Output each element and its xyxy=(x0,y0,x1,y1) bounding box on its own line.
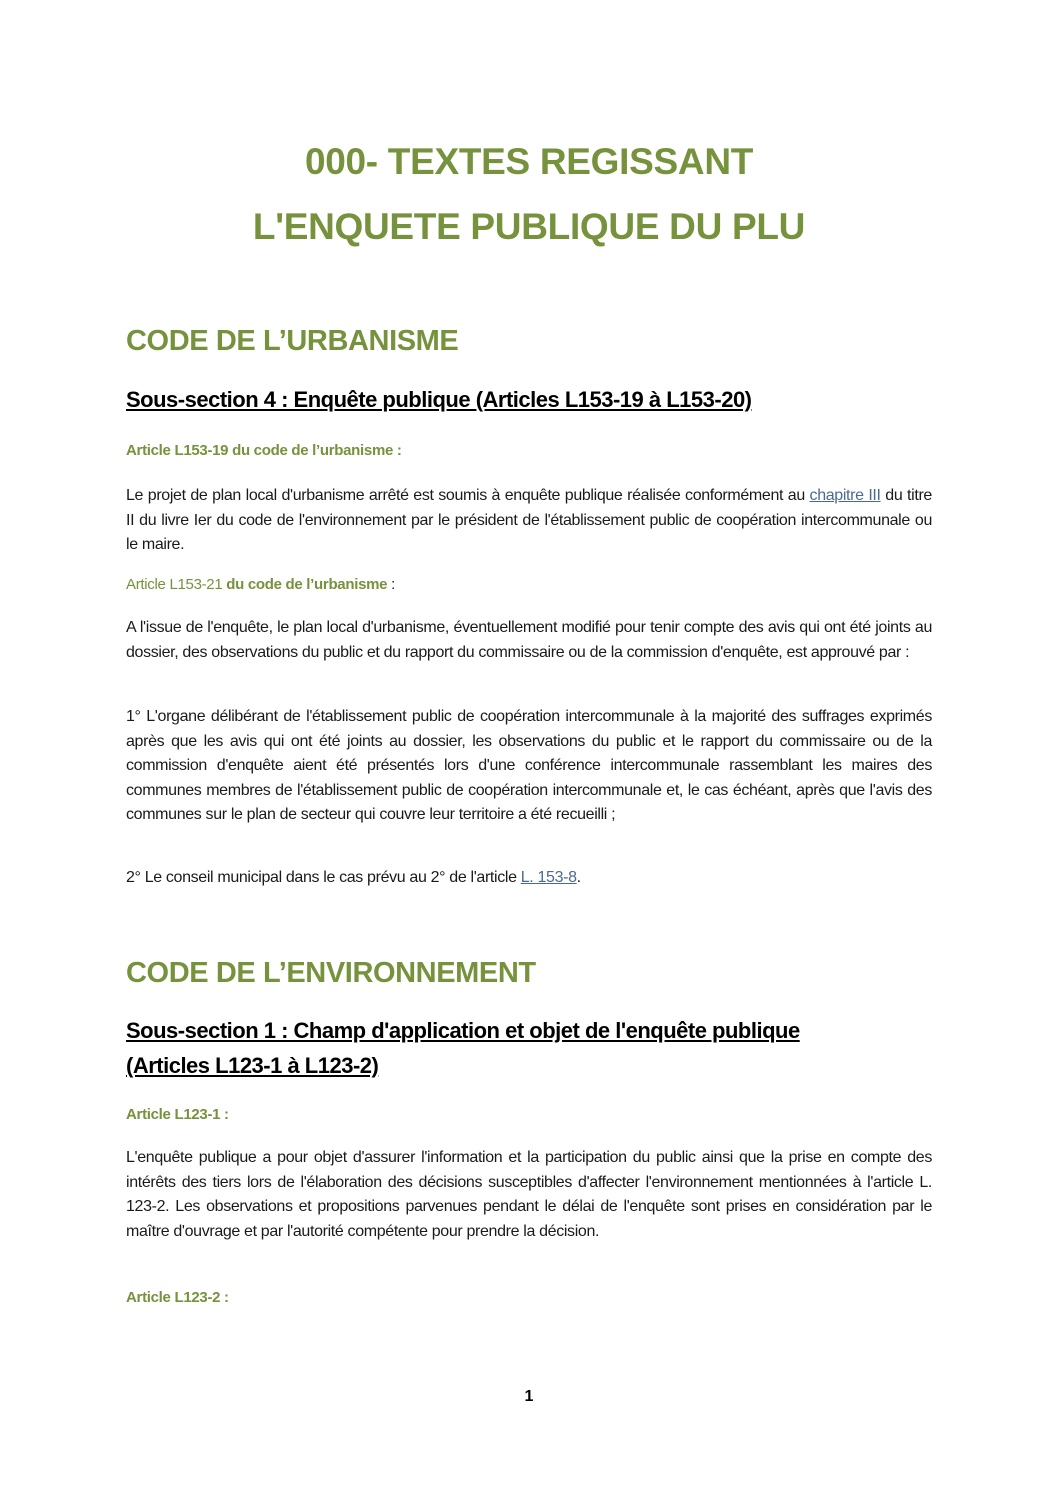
link-l-153-8[interactable]: L. 153-8 xyxy=(520,869,577,886)
article-label-part: : xyxy=(387,576,395,593)
article-text-segment: 2° Le conseil municipal dans le cas prévu au 2° de l'article xyxy=(126,869,521,886)
document-title-line-1: 000- TEXTES REGISSANT xyxy=(304,141,754,182)
document-title-line-2: L'ENQUETE PUBLIQUE DU PLU xyxy=(252,206,806,247)
subsection-heading-environnement-line-1: Sous-section 1 : Champ d'application et objet de l'enquête publique xyxy=(126,1018,800,1043)
article-label-part: Article L153-21 xyxy=(126,576,227,593)
subsection-heading-environnement-line-2: (Articles L123-1 à L123-2) xyxy=(126,1053,379,1078)
section-heading-environnement: CODE DE L’ENVIRONNEMENT xyxy=(126,957,536,989)
section-heading-urbanisme: CODE DE L’URBANISME xyxy=(126,325,459,357)
article-label-l153-19: Article L153-19 du code de l’urbanisme : xyxy=(126,442,402,459)
article-text-l123-1: L'enquête publique a pour objet d'assurer l'information et la participation du public ainsi que la prise en compte des intérêts des tiers lors de l'élaboration des décisions susceptibles d'affecter l'environnement mentionnées à l'article L. 123-2. Les observations et propositions parvenues pendant le délai de l'enquête sont prises en considération par le maître d'ouvrage et par l'autorité compétente pour prendre la décision. xyxy=(126,1149,932,1240)
article-label-l153-21 xyxy=(126,576,395,593)
article-label-l123-2: Article L123-2 : xyxy=(126,1289,229,1306)
article-text-l153-21-item-2 xyxy=(126,866,932,891)
subsection-heading-urbanisme: Sous-section 4 : Enquête publique (Articles L153-19 à L153-20) xyxy=(126,387,752,412)
article-text-l153-19 xyxy=(126,484,932,558)
link-chapitre-iii[interactable]: chapitre III xyxy=(809,487,881,504)
article-label-l123-1: Article L123-1 : xyxy=(126,1106,229,1123)
article-label-part-bold: du code de l’urbanisme xyxy=(226,576,388,593)
article-text-l153-21-item-1: 1° L'organe délibérant de l'établissement public de coopération intercommunale à la majorité des suffrages exprimés après que les avis qui ont été joints au dossier, les observations du public et le rapport du commissaire ou de la commission d'enquête aient été présentés lors d'une conférence intercommunale rassemblant les maires des communes membres de l'établissement public de coopération intercommunale et, le cas échéant, après que l'avis des communes sur le plan de secteur qui couvre leur territoire a été recueilli ; xyxy=(126,708,932,823)
page-number: 1 xyxy=(524,1388,534,1405)
article-text-segment: Le projet de plan local d'urbanisme arrêté est soumis à enquête publique réalisée conformément au xyxy=(126,487,810,504)
article-text-segment: du titre II du livre Ier du code de l'environnement par le président de l'établissement public de coopération intercommunale ou le maire. xyxy=(126,487,932,553)
article-text-segment: . xyxy=(576,869,581,886)
article-text-l153-21-intro: A l'issue de l'enquête, le plan local d'urbanisme, éventuellement modifié pour tenir compte des avis qui ont été joints au dossier, des observations du public et du rapport du commissaire ou de la commission d'enquête, est approuvé par : xyxy=(126,619,932,661)
